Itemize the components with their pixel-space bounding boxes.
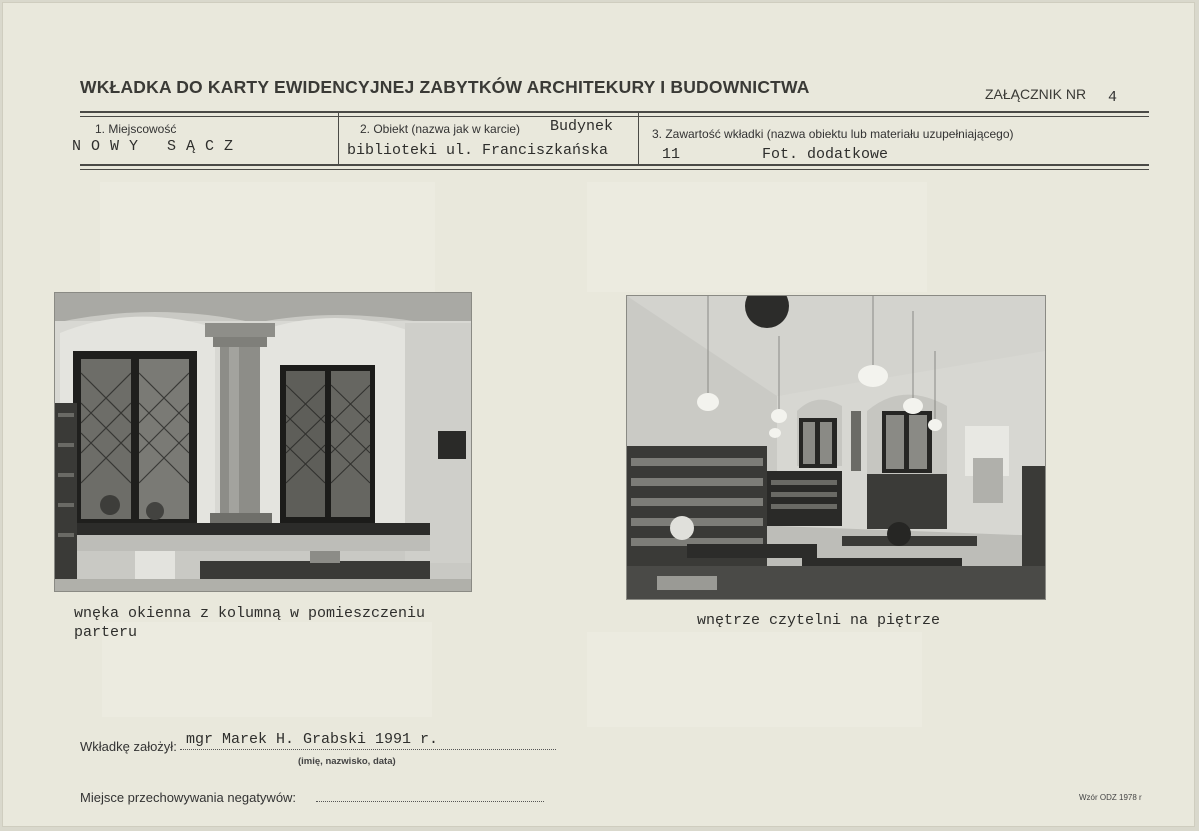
- window-niche-picture: [55, 293, 471, 591]
- paper-stain: [587, 632, 922, 727]
- paper-stain: [100, 182, 435, 292]
- column-divider: [638, 113, 639, 166]
- column-divider: [338, 113, 339, 166]
- photo-window-niche: [55, 293, 471, 591]
- object-value-line1: Budynek: [550, 118, 614, 135]
- founded-by-value: mgr Marek H. Grabski 1991 r.: [186, 731, 439, 748]
- photo-reading-room: [627, 296, 1045, 599]
- form-pattern-code: Wzór ODZ 1978 r: [1079, 793, 1142, 802]
- locality-heading: 1. Miejscowość: [95, 122, 177, 136]
- negatives-location-label: Miejsce przechowywania negatywów:: [80, 790, 297, 805]
- object-heading: 2. Obiekt (nazwa jak w karcie): [360, 122, 521, 136]
- object-value-line2: biblioteki ul. Franciszkańska: [347, 142, 609, 159]
- annex-label: ZAŁĄCZNIK NR: [985, 86, 1087, 102]
- annex-number: 4: [1108, 89, 1118, 106]
- contents-number: 11: [662, 146, 681, 163]
- table-top-rule: [80, 111, 1149, 113]
- negatives-location-dotted-line: [316, 801, 544, 802]
- founded-by-hint: (imię, nazwisko, data): [298, 756, 396, 767]
- reading-room-picture: [627, 296, 1045, 599]
- form-title: WKŁADKA DO KARTY EWIDENCYJNEJ ZABYTKÓW ARCHITEKURY I BUDOWNICTWA: [80, 77, 810, 97]
- contents-value: Fot. dodatkowe: [762, 146, 889, 163]
- locality-value: NOWY SĄCZ: [72, 138, 244, 155]
- paper-stain: [587, 182, 927, 292]
- photo-caption-reading-room: wnętrze czytelni na piętrze: [697, 612, 941, 629]
- photo-caption-window-niche: wnęka okienna z kolumną w pomieszczeniu parteru: [74, 605, 426, 641]
- founded-by-label: Wkładkę założył:: [80, 739, 177, 754]
- table-top-rule-thin: [80, 116, 1149, 117]
- table-bottom-rule: [80, 164, 1149, 166]
- founded-by-dotted-line: [180, 749, 556, 750]
- contents-heading: 3. Zawartość wkładki (nazwa obiektu lub materiału uzupełniającego): [652, 127, 1014, 141]
- table-bottom-rule-thin: [80, 169, 1149, 170]
